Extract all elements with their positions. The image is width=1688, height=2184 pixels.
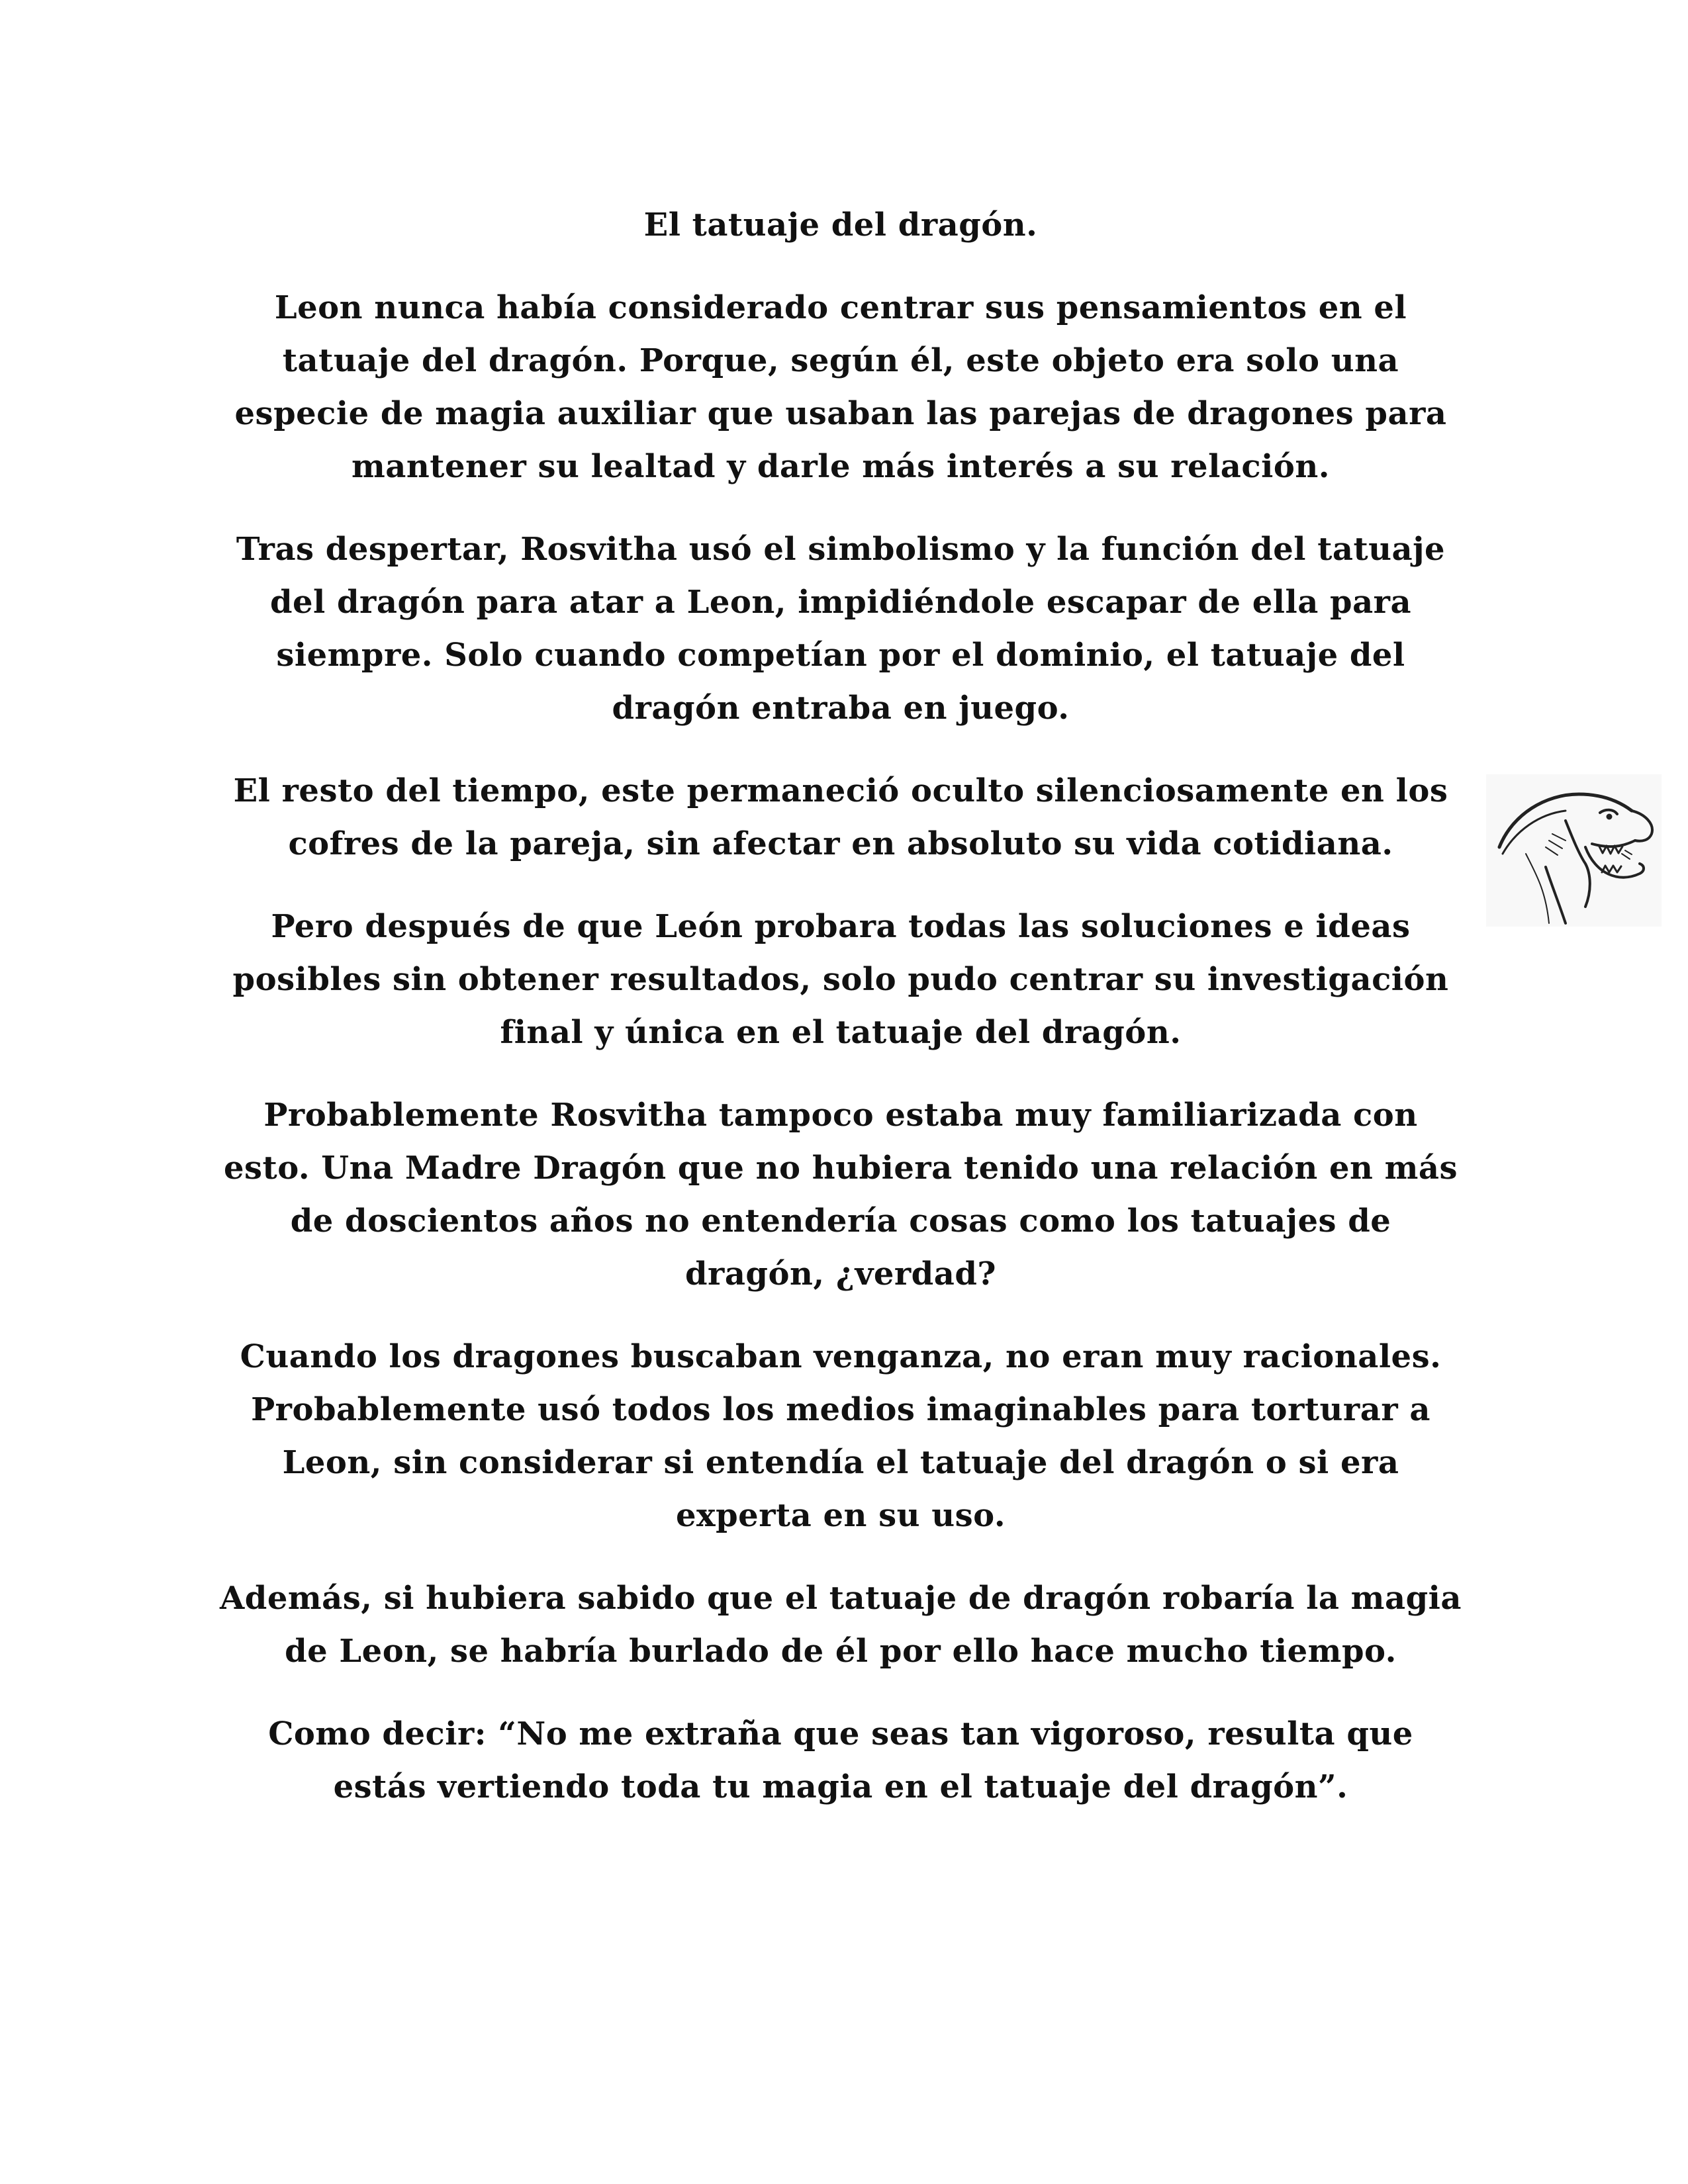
paragraph-2: Tras despertar, Rosvitha usó el simbolismo y la función del tatuaje del dragón para atar a Leon, impidiéndole escapar de ella para siempre. Solo cuando competían por el dominio, el tatuaje del dragón entraba en juego.: [236, 531, 1446, 727]
paragraph-4: Pero después de que León probara todas las soluciones e ideas posibles sin obtener resultados, solo pudo centrar su investigación final y única en el tatuaje del dragón.: [232, 908, 1449, 1051]
document-title: El tatuaje del dragón.: [643, 206, 1038, 244]
paragraph-5: Probablemente Rosvitha tampoco estaba muy familiarizada con esto. Una Madre Dragón que no hubiera tenido una relación en más de doscientos años no entendería cosas como los tatuajes de dragón, ¿verdad?: [223, 1097, 1458, 1293]
paragraph-8: Como decir: “No me extraña que seas tan vigoroso, resulta que estás vertiendo toda tu magia en el tatuaje del dragón”.: [268, 1715, 1413, 1805]
paragraph-7: Además, si hubiera sabido que el tatuaje de dragón robaría la magia de Leon, se habría burlado de él por ello hace mucho tiempo.: [220, 1580, 1462, 1670]
paragraph-6: Cuando los dragones buscaban venganza, no eran muy racionales. Probablemente usó todos los medios imaginables para torturar a Leon, sin considerar si entendía el tatuaje del dragón o si era experta en su uso.: [240, 1338, 1442, 1534]
paragraph-3: El resto del tiempo, este permaneció oculto silenciosamente en los cofres de la pareja, sin afectar en absoluto su vida cotidiana.: [233, 772, 1448, 862]
paragraph-1: Leon nunca había considerado centrar sus pensamientos en el tatuaje del dragón. Porque, según él, este objeto era solo una especie de magia auxiliar que usaban las parejas de dragones para mantener su lealtad y darle más interés a su relación.: [234, 289, 1447, 485]
dragon-head-sketch-icon: [1486, 774, 1662, 927]
document-body: [218, 199, 1463, 1843]
